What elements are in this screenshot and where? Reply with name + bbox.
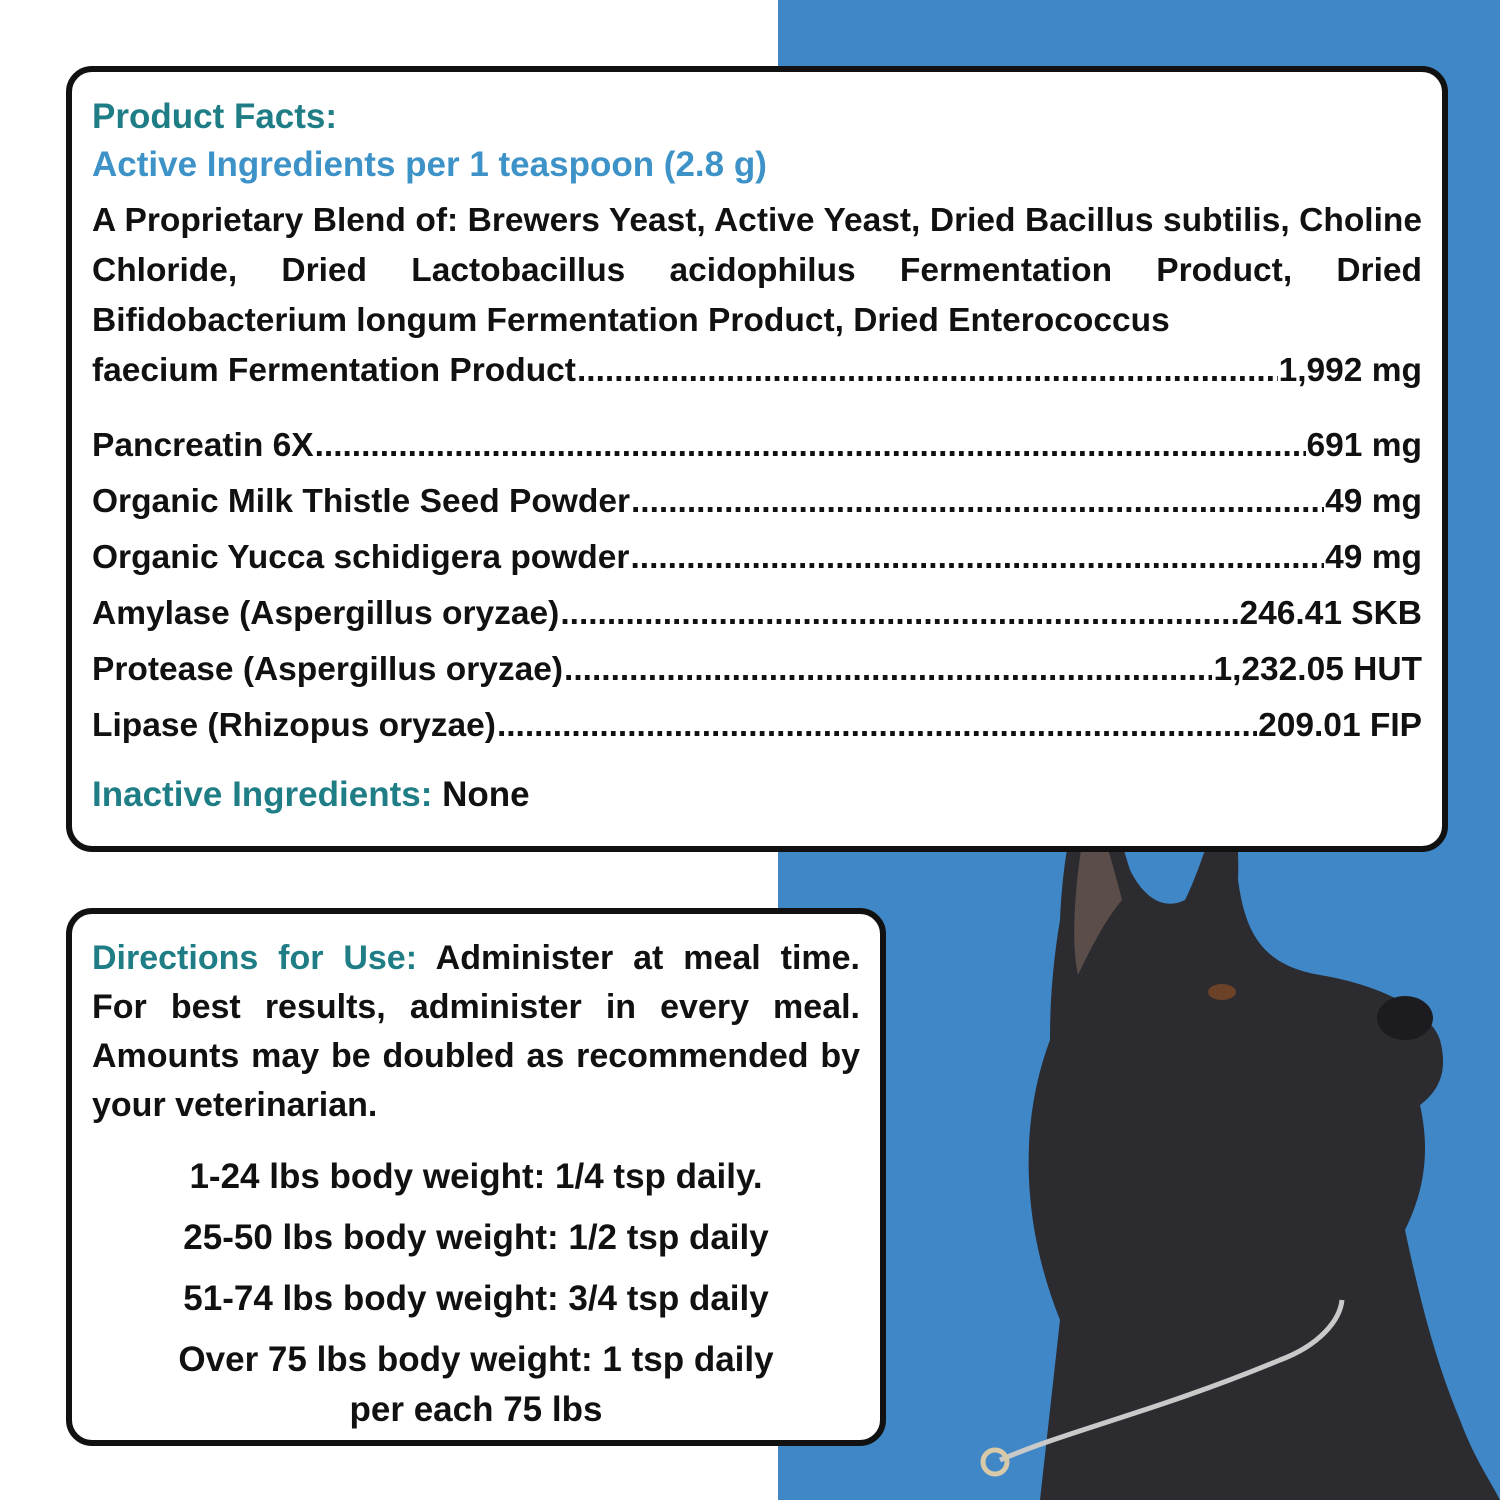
directions-panel xyxy=(66,908,886,1446)
leader-dots xyxy=(631,474,1324,530)
ingredient-row xyxy=(92,418,1422,474)
product-facts-title: Product Facts: xyxy=(92,97,338,136)
inactive-ingredients-value: None xyxy=(442,775,530,814)
ingredient-row xyxy=(92,642,1422,698)
ingredient-amount: 1,232.05 HUT xyxy=(1213,651,1422,688)
dosage-line: 1-24 lbs body weight: 1/4 tsp daily. xyxy=(189,1157,763,1196)
leader-dots xyxy=(315,418,1306,474)
product-facts-panel xyxy=(66,66,1448,852)
ingredient-amount: 49 mg xyxy=(1325,483,1422,520)
ingredient-amount: 246.41 SKB xyxy=(1239,595,1422,632)
proprietary-blend-text: A Proprietary Blend of: Brewers Yeast, Active Yeast, Dried Bacillus subtilis, Choline Chloride, Dried Lactobacillus acidophilus Fermentation Product, Dried Bifidobacterium longum Fermentation Product, Dried Enterococcus xyxy=(92,202,1422,339)
inactive-ingredients-label: Inactive Ingredients: xyxy=(92,775,433,814)
ingredient-name: Amylase (Aspergillus oryzae) xyxy=(92,595,560,632)
dosage-line: 25-50 lbs body weight: 1/2 tsp daily xyxy=(183,1218,769,1257)
ingredient-amount: 209.01 FIP xyxy=(1258,707,1422,744)
inactive-ingredients xyxy=(92,770,1422,820)
leader-dots xyxy=(564,642,1212,698)
dosage-table xyxy=(92,1146,860,1435)
directions-text-block xyxy=(92,934,860,1130)
ingredient-name: Organic Milk Thistle Seed Powder xyxy=(92,483,630,520)
dosage-note: per each 75 lbs xyxy=(349,1390,603,1429)
ingredient-row xyxy=(92,530,1422,586)
ingredient-name: Protease (Aspergillus oryzae) xyxy=(92,651,564,688)
dosage-line-text: Over 75 lbs body weight: 1 tsp daily xyxy=(178,1340,774,1379)
ingredient-name: Lipase (Rhizopus oryzae) xyxy=(92,707,496,744)
ingredient-amount: 691 mg xyxy=(1306,427,1422,464)
active-ingredients-subtitle: Active Ingredients per 1 teaspoon (2.8 g) xyxy=(92,145,767,184)
blend-amount: 1,992 mg xyxy=(1278,352,1422,389)
blend-last-line-text: faecium Fermentation Product xyxy=(92,352,576,389)
dog-collar-ring xyxy=(983,1450,1007,1474)
ingredient-amount: 49 mg xyxy=(1325,539,1422,576)
ingredient-row xyxy=(92,474,1422,530)
leader-dots xyxy=(560,586,1238,642)
ingredient-name: Organic Yucca schidigera powder xyxy=(92,539,630,576)
ingredient-row xyxy=(92,698,1422,754)
ingredient-list xyxy=(92,418,1422,754)
ingredient-row xyxy=(92,586,1422,642)
directions-label: Directions for Use: xyxy=(92,939,418,977)
dog-eye xyxy=(1208,984,1236,1000)
proprietary-blend-last-line xyxy=(92,346,1422,396)
dosage-line: 51-74 lbs body weight: 3/4 tsp daily xyxy=(183,1279,769,1318)
directions-text: Administer at meal time. For best results, administer in every meal. Amounts may be doubled as recommended by your veterinarian. xyxy=(92,939,860,1124)
leader-dots xyxy=(630,530,1324,586)
dosage-line xyxy=(92,1335,860,1435)
dog-photo xyxy=(900,760,1500,1500)
ingredient-name: Pancreatin 6X xyxy=(92,427,314,464)
dog-nose xyxy=(1377,996,1433,1040)
leader-dots xyxy=(577,346,1278,396)
leader-dots xyxy=(497,698,1257,754)
